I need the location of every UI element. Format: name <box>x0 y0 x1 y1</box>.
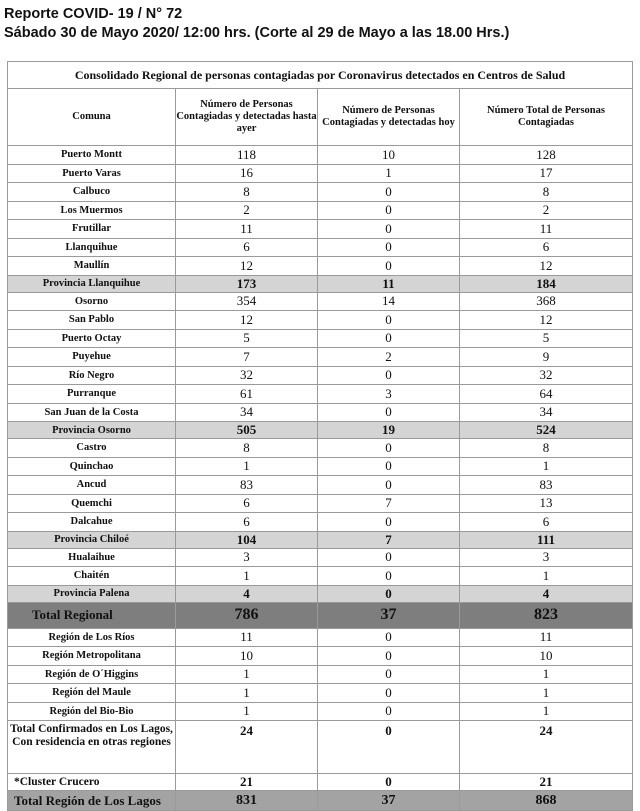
cell-value: 368 <box>460 292 633 311</box>
table-row <box>8 257 633 276</box>
cell-value: 0 <box>318 665 460 684</box>
row-label: Dalcahue <box>8 513 176 532</box>
cell-value: 3 <box>318 385 460 404</box>
table-row <box>8 684 633 703</box>
cell-value: 61 <box>176 385 318 404</box>
cell-value: 10 <box>460 647 633 666</box>
row-label: Total Región de Los Lagos <box>8 791 176 811</box>
cell-value: 1 <box>460 567 633 586</box>
cell-value: 111 <box>460 531 633 548</box>
cell-value: 1 <box>460 665 633 684</box>
column-header: Comuna <box>8 89 176 146</box>
table-row <box>8 647 633 666</box>
row-label: Osorno <box>8 292 176 311</box>
cell-value: 2 <box>318 348 460 367</box>
cell-value: 104 <box>176 531 318 548</box>
table-row <box>8 275 633 292</box>
cell-value: 0 <box>318 628 460 647</box>
cell-value: 1 <box>176 567 318 586</box>
cell-value: 83 <box>460 476 633 495</box>
cell-value: 0 <box>318 702 460 721</box>
row-label: Purranque <box>8 385 176 404</box>
cell-value: 0 <box>318 721 460 774</box>
cell-value: 10 <box>318 146 460 165</box>
column-header: Número de Personas Contagiadas y detectadas hoy <box>318 89 460 146</box>
cell-value: 0 <box>318 684 460 703</box>
cell-value: 0 <box>318 585 460 602</box>
table-row <box>8 403 633 422</box>
cell-value: 6 <box>176 513 318 532</box>
cell-value: 0 <box>318 311 460 330</box>
cell-value: 12 <box>460 257 633 276</box>
cell-value: 0 <box>318 329 460 348</box>
cell-value: 12 <box>460 311 633 330</box>
cell-value: 8 <box>176 439 318 458</box>
row-label: Puerto Varas <box>8 164 176 183</box>
row-label: Región de Los Ríos <box>8 628 176 647</box>
table-row <box>8 292 633 311</box>
row-label: Hualaihue <box>8 548 176 567</box>
cell-value: 0 <box>318 257 460 276</box>
table-row <box>8 348 633 367</box>
cell-value: 2 <box>460 201 633 220</box>
row-label: Región Metropolitana <box>8 647 176 666</box>
table-title: Consolidado Regional de personas contagiadas por Coronavirus detectados en Centros de Salud <box>8 62 633 89</box>
report-date: Sábado 30 de Mayo 2020/ 12:00 hrs. (Corte al 29 de Mayo a las 18.00 Hrs.) <box>4 25 510 41</box>
row-label: Provincia Chiloé <box>8 531 176 548</box>
cell-value: 24 <box>460 721 633 774</box>
row-label: Los Muermos <box>8 201 176 220</box>
cell-value: 0 <box>318 647 460 666</box>
table-row <box>8 721 633 774</box>
row-label: San Pablo <box>8 311 176 330</box>
cell-value: 32 <box>176 366 318 385</box>
cell-value: 0 <box>318 238 460 257</box>
cell-value: 10 <box>176 647 318 666</box>
cases-table <box>7 61 633 811</box>
cell-value: 128 <box>460 146 633 165</box>
cell-value: 0 <box>318 439 460 458</box>
cell-value: 0 <box>318 548 460 567</box>
cell-value: 118 <box>176 146 318 165</box>
cell-value: 8 <box>460 183 633 202</box>
row-label: Castro <box>8 439 176 458</box>
row-label: Puerto Montt <box>8 146 176 165</box>
table-row <box>8 602 633 628</box>
cell-value: 37 <box>318 602 460 628</box>
row-label: Total Confirmados en Los Lagos, Con residencia en otras regiones <box>8 721 176 774</box>
table-row <box>8 201 633 220</box>
cell-value: 32 <box>460 366 633 385</box>
row-label: Provincia Osorno <box>8 422 176 439</box>
cell-value: 8 <box>460 439 633 458</box>
table-row <box>8 146 633 165</box>
row-label: Quinchao <box>8 457 176 476</box>
table-row <box>8 513 633 532</box>
table-row <box>8 476 633 495</box>
table-row <box>8 238 633 257</box>
cell-value: 21 <box>176 774 318 791</box>
column-header: Número de Personas Contagiadas y detectadas hasta ayer <box>176 89 318 146</box>
row-label: Puyehue <box>8 348 176 367</box>
report-title: Reporte COVID- 19 / N° 72 <box>4 6 183 22</box>
table-row <box>8 366 633 385</box>
row-label: Río Negro <box>8 366 176 385</box>
table-row <box>8 439 633 458</box>
cell-value: 37 <box>318 791 460 811</box>
row-label: Frutillar <box>8 220 176 239</box>
cell-value: 21 <box>460 774 633 791</box>
cell-value: 0 <box>318 476 460 495</box>
cell-value: 1 <box>460 684 633 703</box>
cell-value: 786 <box>176 602 318 628</box>
row-label: Ancud <box>8 476 176 495</box>
cell-value: 0 <box>318 201 460 220</box>
table-row <box>8 585 633 602</box>
cell-value: 1 <box>460 702 633 721</box>
cell-value: 34 <box>176 403 318 422</box>
row-label: Quemchi <box>8 494 176 513</box>
cell-value: 0 <box>318 403 460 422</box>
cell-value: 831 <box>176 791 318 811</box>
table-row <box>8 628 633 647</box>
cell-value: 5 <box>460 329 633 348</box>
cell-value: 8 <box>176 183 318 202</box>
row-label: Llanquihue <box>8 238 176 257</box>
cell-value: 1 <box>176 457 318 476</box>
cell-value: 184 <box>460 275 633 292</box>
row-label: Maullín <box>8 257 176 276</box>
cell-value: 0 <box>318 774 460 791</box>
table-row <box>8 329 633 348</box>
row-label: Región de O´Higgins <box>8 665 176 684</box>
cell-value: 17 <box>460 164 633 183</box>
cell-value: 1 <box>176 684 318 703</box>
table-row <box>8 457 633 476</box>
cell-value: 0 <box>318 457 460 476</box>
cell-value: 11 <box>460 220 633 239</box>
table-row <box>8 548 633 567</box>
cell-value: 19 <box>318 422 460 439</box>
cell-value: 6 <box>460 238 633 257</box>
cell-value: 3 <box>460 548 633 567</box>
cell-value: 4 <box>460 585 633 602</box>
row-label: Provincia Llanquihue <box>8 275 176 292</box>
row-label: Puerto Octay <box>8 329 176 348</box>
table-row <box>8 183 633 202</box>
cell-value: 3 <box>176 548 318 567</box>
cell-value: 1 <box>176 665 318 684</box>
cell-value: 1 <box>318 164 460 183</box>
cell-value: 0 <box>318 513 460 532</box>
table-header-row <box>8 89 633 146</box>
table-row <box>8 311 633 330</box>
cell-value: 11 <box>176 628 318 647</box>
cell-value: 524 <box>460 422 633 439</box>
table-row <box>8 220 633 239</box>
cell-value: 0 <box>318 183 460 202</box>
cell-value: 6 <box>176 494 318 513</box>
cell-value: 6 <box>176 238 318 257</box>
cell-value: 4 <box>176 585 318 602</box>
table-row <box>8 665 633 684</box>
cell-value: 14 <box>318 292 460 311</box>
cell-value: 13 <box>460 494 633 513</box>
cell-value: 12 <box>176 311 318 330</box>
table-row <box>8 494 633 513</box>
table-row <box>8 791 633 811</box>
row-label: Región del Maule <box>8 684 176 703</box>
cell-value: 354 <box>176 292 318 311</box>
cell-value: 34 <box>460 403 633 422</box>
table-row <box>8 774 633 791</box>
cell-value: 823 <box>460 602 633 628</box>
row-label: Chaitén <box>8 567 176 586</box>
cell-value: 5 <box>176 329 318 348</box>
row-label: San Juan de la Costa <box>8 403 176 422</box>
cell-value: 11 <box>460 628 633 647</box>
cell-value: 6 <box>460 513 633 532</box>
cell-value: 0 <box>318 366 460 385</box>
cell-value: 0 <box>318 567 460 586</box>
cell-value: 11 <box>176 220 318 239</box>
row-label: Calbuco <box>8 183 176 202</box>
table-row <box>8 702 633 721</box>
cell-value: 1 <box>176 702 318 721</box>
cell-value: 7 <box>318 494 460 513</box>
table-row <box>8 567 633 586</box>
cell-value: 16 <box>176 164 318 183</box>
cell-value: 2 <box>176 201 318 220</box>
row-label: Provincia Palena <box>8 585 176 602</box>
cell-value: 1 <box>460 457 633 476</box>
row-label: Total Regional <box>8 602 176 628</box>
cell-value: 868 <box>460 791 633 811</box>
cell-value: 173 <box>176 275 318 292</box>
table-row <box>8 385 633 404</box>
cell-value: 505 <box>176 422 318 439</box>
cell-value: 11 <box>318 275 460 292</box>
table-row <box>8 531 633 548</box>
cell-value: 24 <box>176 721 318 774</box>
row-label: Región del Bio-Bio <box>8 702 176 721</box>
column-header: Número Total de Personas Contagiadas <box>460 89 633 146</box>
cell-value: 83 <box>176 476 318 495</box>
table-row <box>8 422 633 439</box>
cell-value: 7 <box>318 531 460 548</box>
row-label: *Cluster Crucero <box>8 774 176 791</box>
cell-value: 9 <box>460 348 633 367</box>
table-row <box>8 164 633 183</box>
cell-value: 7 <box>176 348 318 367</box>
cell-value: 12 <box>176 257 318 276</box>
cell-value: 0 <box>318 220 460 239</box>
cell-value: 64 <box>460 385 633 404</box>
